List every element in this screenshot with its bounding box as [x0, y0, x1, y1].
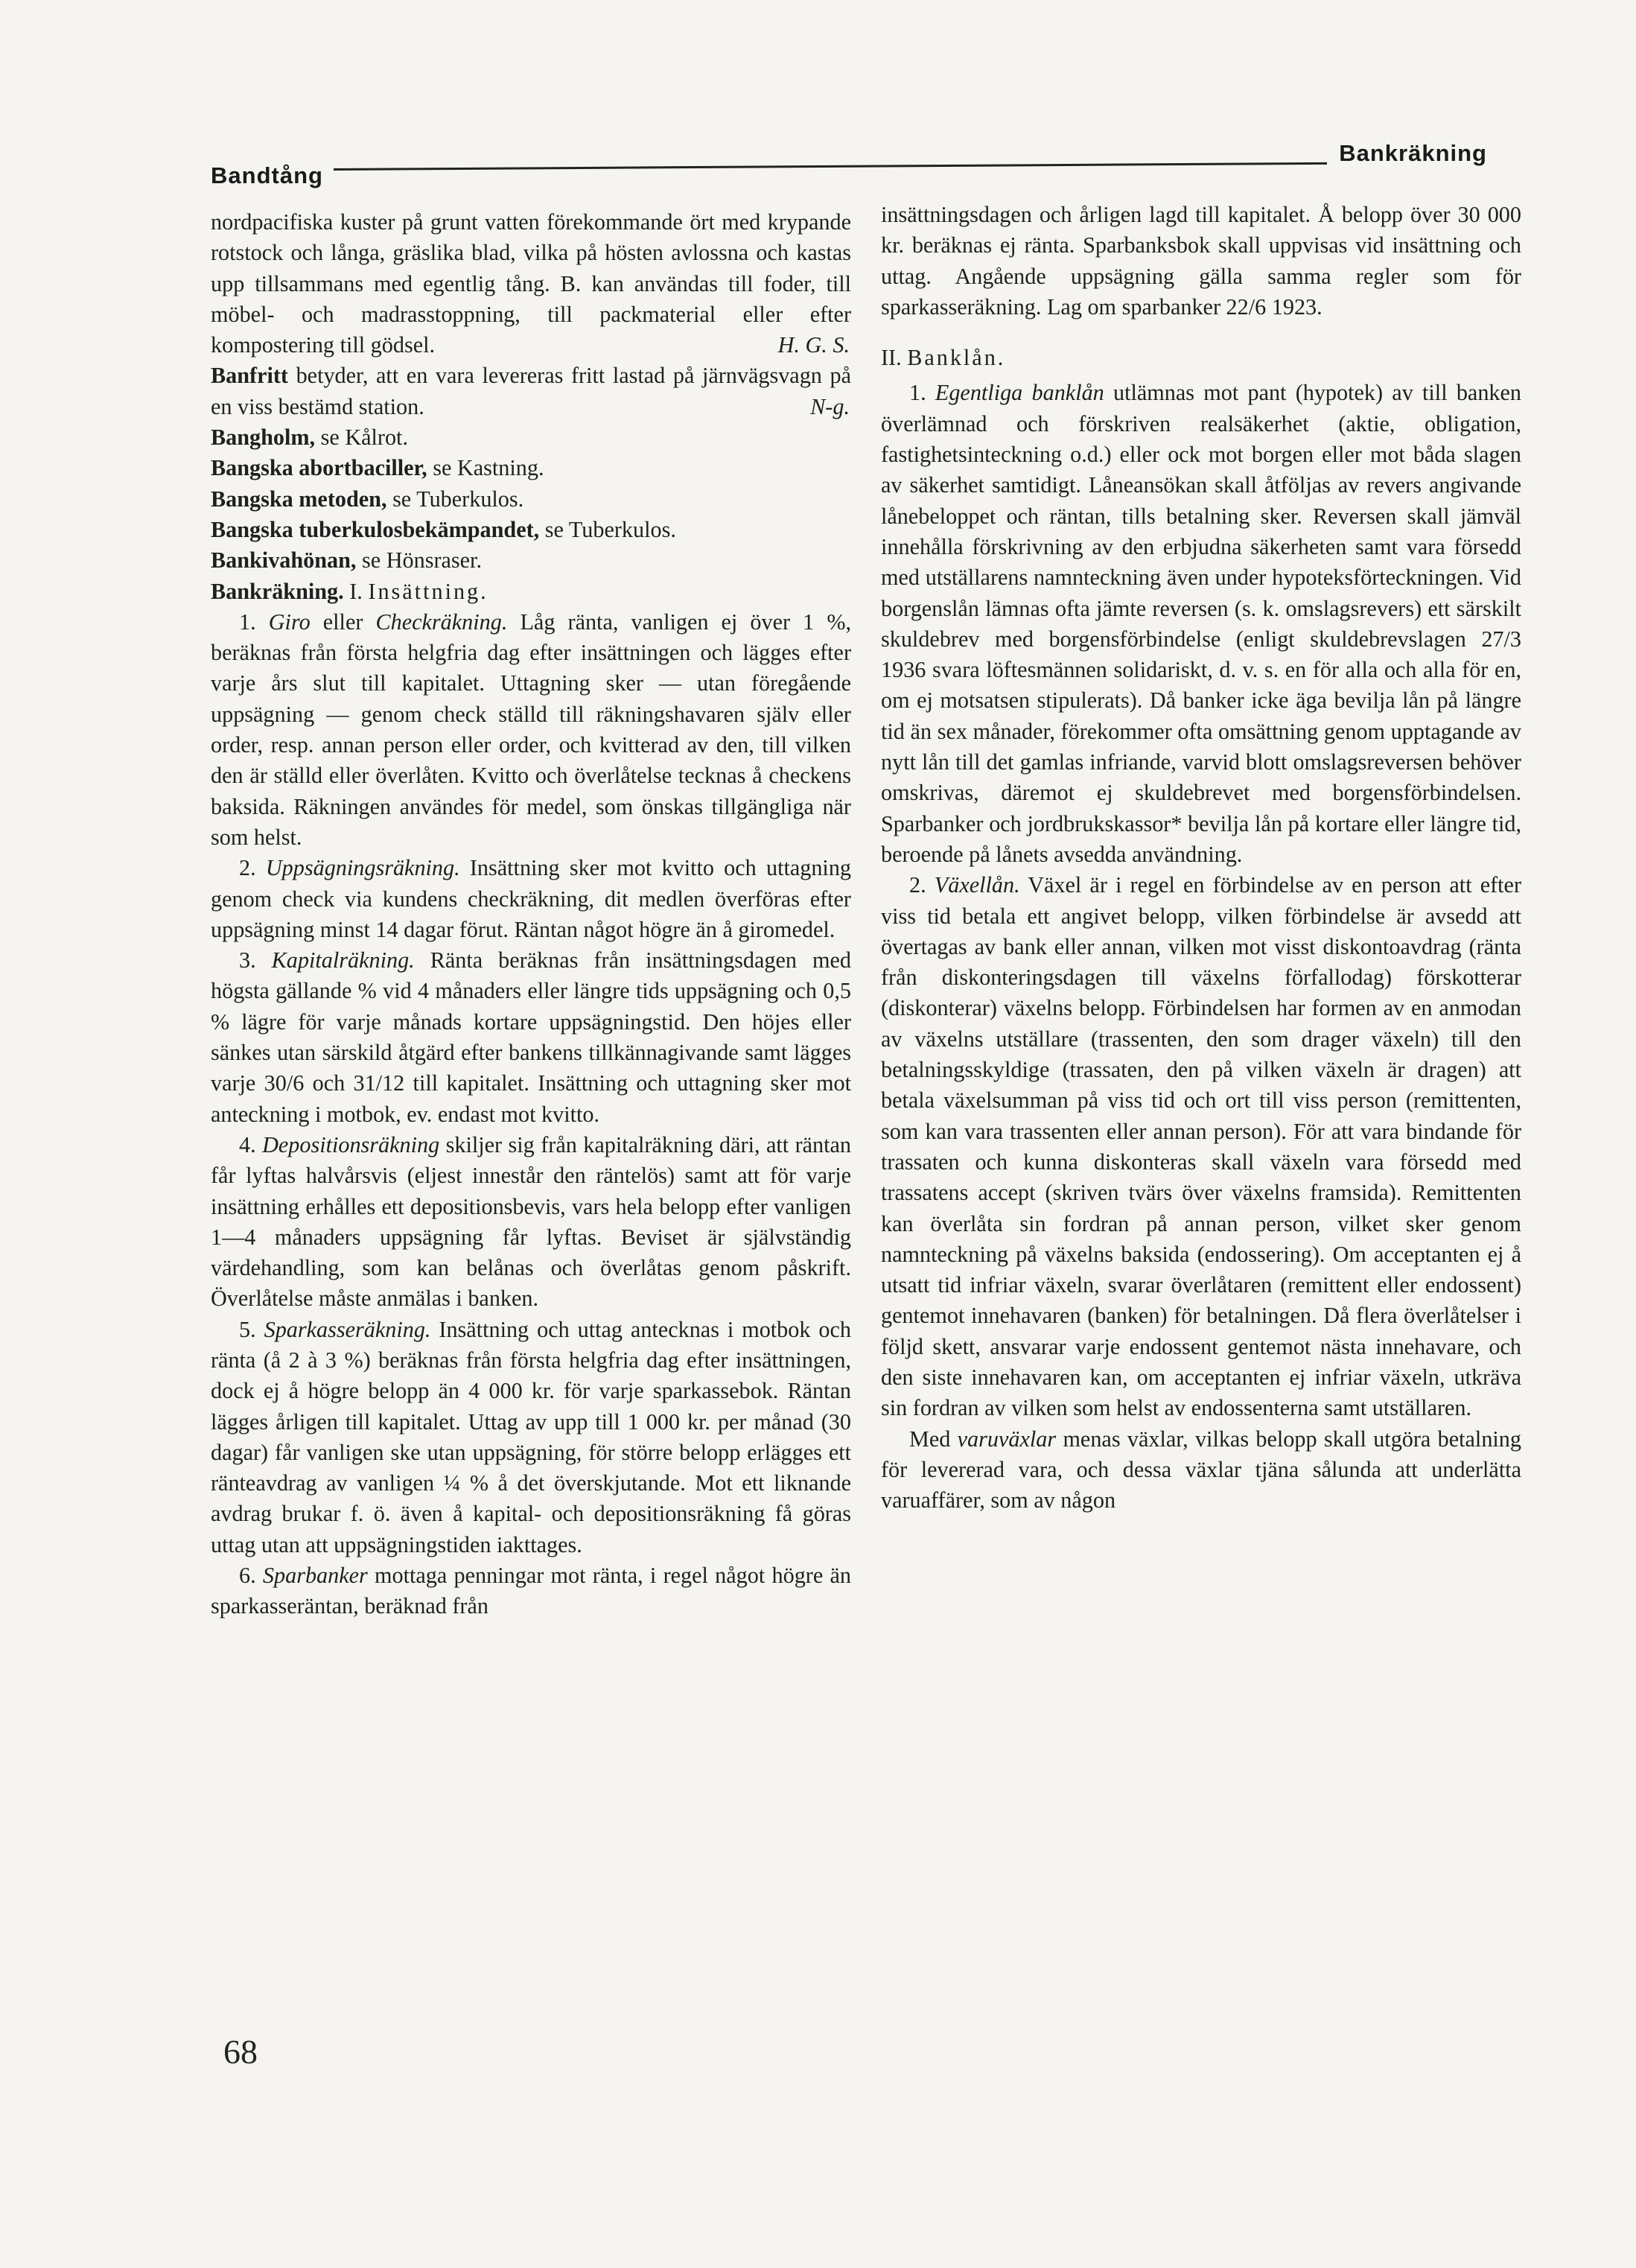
section-numeral: II.	[881, 345, 908, 371]
section-heading	[881, 343, 1521, 373]
entry-text: I.	[343, 578, 369, 604]
paragraph-text: utlämnas mot pant (hypotek) av till banken överlämnad och förskriven realsäkerhet (aktie, obligation, fastighetsinteckning o.d.) eller ock mot borgen eller mot båda slagen av säkerhet samtidigt. Låneansökan skall åtföljas av revers angivande lånebeloppet och räntan, tills betalning sker. Reversen skall jämväl innehålla förskrivning av den erbjudna säkerheten samt vara försedd med utställarens namnteckning även under hypoteksförteckningen. Vid borgenslån lämnas ofta jämte reversen (s. k. omslagsrevers) ett särskilt skuldebrev med borgensförbindelse (enligt skuldebrevslagen 27/3 1936 svara löftesmännen solidariskt, d. v. s. en för alla och alla för en, om ej motsatsen stipulerats). Då banker icke äga bevilja lån på längre tid än sex månader, förekommer ofta omsättning genom upptagande av nytt lån till det gamlas infriande, varvid blott omslagsreversen behöver omskrivas, däremot ej skuldebrevet med borgensförbindelsen. Sparbanker och jordbrukskassor* bevilja lån på kortare eller längre tid, beroende på lånets avsedda användning.	[881, 380, 1522, 867]
entry-term: Bangholm,	[211, 425, 316, 451]
left-numbered-paragraph	[211, 1315, 851, 1560]
header-rule	[334, 162, 1327, 171]
entry-2	[211, 422, 851, 453]
section-title: Banklån.	[907, 345, 1006, 371]
entry-1	[211, 360, 851, 422]
right-numbered-paragraph	[881, 378, 1521, 870]
paragraph-lead: Med	[909, 1426, 958, 1452]
entry-text: se Hönsraser.	[356, 547, 482, 574]
left-numbered-paragraph	[211, 945, 851, 1130]
author-signature: H. G. S.	[777, 332, 850, 358]
left-numbered-paragraph	[211, 1130, 851, 1315]
entry-6	[211, 545, 851, 576]
paragraph-heading: Egentliga banklån	[935, 380, 1104, 406]
entry-term: Bankräkning.	[211, 578, 344, 604]
right-column	[881, 200, 1521, 1516]
paragraph-text: menas växlar, vilkas belopp skall utgöra betalning för levererad vara, och dessa växlar tjäna sålunda att underlätta varuaffärer, som av någon	[881, 1426, 1521, 1513]
paragraph-number: 3.	[239, 947, 272, 973]
paragraph-text: nordpacifiska kuster på grunt vatten förekommande ört med krypande rotstock och långa, gräslika blad, vilka på hösten avlossna och kastas upp tillsammans med egentlig tång. B. kan användas till foder, till möbel- och madrasstoppning, till packmaterial eller efter kompostering till gödsel.	[211, 209, 851, 358]
paragraph-number: 1.	[909, 380, 935, 406]
left-continuation-paragraph	[211, 207, 851, 360]
entry-text: se Tuberkulos.	[539, 516, 676, 542]
entry-term: Bankivahönan,	[211, 547, 357, 574]
paragraph-text: mottaga penningar mot ränta, i regel något högre än sparkasseräntan, beräknad från	[211, 1563, 852, 1619]
paragraph-connector: eller	[310, 609, 376, 635]
paragraph-heading: varuväxlar	[957, 1426, 1057, 1452]
right-continuation-paragraph	[881, 200, 1521, 323]
entry-text: betyder, att en vara levereras fritt lastad på järnvägsvagn på en viss bestämd station.	[211, 363, 851, 419]
paragraph-text: Ränta beräknas från insättningsdagen med högsta gällande % vid 4 månaders eller längre tids uppsägning och 0,5 % lägre för varje månads kortare uppsägningstid. Den höjes eller sänkes utan särskild åtgärd efter bankens tillkännagivande samt lägges varje 30/6 och 31/12 till kapitalet. Insättning och uttagning sker mot anteckning i motbok, ev. endast mot kvitto.	[211, 947, 851, 1127]
left-numbered-paragraph	[211, 853, 851, 945]
running-head	[211, 140, 1487, 188]
paragraph-text: insättningsdagen och årligen lagd till kapitalet. Å belopp över 30 000 kr. beräknas ej ränta. Sparbanksbok skall uppvisas vid insättning och uttag. Angående uppsägning gälla samma regler som för sparkasseräkning. Lag om sparbanker 22/6 1923.	[881, 202, 1521, 320]
entry-7	[211, 576, 851, 607]
paragraph-text: Växel är i regel en förbindelse av en person att efter viss tid betala ett angivet belopp, vilken förbindelse är avsedd att övertagas av bank eller annan, vilken mot visst diskontoavdrag (ränta från diskonteringsdagen till växelns förfallodag) förskotterar (diskonterar) växelns belopp. Förbindelsen har formen av en anmodan av växelns utställare (trassenten, den som drager växeln) till den betalningsskyldige (trassaten, den på vilken växeln är dragen) att betala växelsumman på viss tid och ort till viss person (remittenten, som kan vara trassenten eller annan person). För att vara bindande för trassaten och kunna diskonteras skall växeln vara försedd med trassatens accept (skriven tvärs över växelns framsida). Remittenten kan överlåta sin fordran på annan person, vilket sker genom namnteckning på växelns baksida (endossering). Om acceptanten ej å utsatt tid infriar växeln, svarar överlåtaren (remittent eller endossent) gentemot innehavaren (banken) för betalningen. Då flera överlåtelser i följd skett, ansvarar varje endossent gentemot nästa innehavare, och den siste innehavaren kan, om acceptanten ej infriar växeln, utkräva sin fordran av vilken som helst av endossenterna samt utställaren.	[881, 872, 1522, 1421]
entry-4	[211, 484, 851, 515]
paragraph-text: skiljer sig från kapitalräkning däri, att räntan får lyftas halvårsvis (eljest innestår den räntelös) samt att för varje insättning erhålles ett depositionsbevis, vars hela belopp efter vanligen 1—4 månaders uppsägning får lyftas. Beviset är självständig värdehandling, som kan belånas och överlåtas genom påskrift. Överlåtelse måste anmälas i banken.	[211, 1131, 851, 1312]
running-head-right: Bankräkning	[1339, 140, 1487, 166]
paragraph-heading: Sparbanker	[262, 1563, 368, 1589]
entry-3	[211, 453, 851, 483]
paragraph-number: 4.	[239, 1131, 263, 1157]
paragraph-heading: Växellån.	[934, 872, 1020, 898]
author-signature: N-g.	[810, 393, 850, 419]
paragraph-number: 2.	[909, 872, 935, 898]
paragraph-number: 5.	[239, 1316, 264, 1342]
left-numbered-paragraph	[211, 607, 851, 853]
paragraph-number: 1.	[239, 609, 269, 635]
paragraph-text: Insättning sker mot kvitto och uttagning genom check via kundens checkräkning, dit medlen överföras efter uppsägning minst 14 dagar förut. Räntan något högre än å giromedel.	[211, 855, 852, 942]
entry-term: Bangska abortbaciller,	[211, 455, 427, 481]
page-number: 68	[223, 2033, 258, 2071]
entry-text: se Tuberkulos.	[386, 486, 524, 512]
paragraph-number: 6.	[239, 1563, 263, 1589]
paragraph-number: 2.	[239, 855, 266, 881]
left-numbered-paragraph	[211, 1560, 851, 1622]
entry-5	[211, 515, 851, 545]
paragraph-heading: Giro	[268, 609, 311, 635]
right-numbered-paragraph	[881, 1424, 1521, 1516]
paragraph-text: Låg ränta, vanligen ej över 1 %, beräknas från första helgfria dag efter insättningen och lägges efter varje års slut till kapitalet. Uttagning sker — utan föregående uppsägning — genom check ställd till räkningshavaren själv eller order, resp. annan person eller order, och kvitterad av den, till vilken den är ställd eller överlåten. Kvitto och överlåtelse tecknas å checkens baksida. Räkningen användes för medel, som önskas tillgängliga när som helst.	[211, 609, 852, 850]
entry-term: Banfritt	[211, 363, 288, 389]
paragraph-heading: Kapitalräkning.	[271, 947, 415, 973]
paragraph-text: Insättning och uttag antecknas i motbok och ränta (å 2 à 3 %) beräknas från första helgfria dag efter insättningen, dock ej å högre belopp än 4 000 kr. för varje sparkassebok. Räntan lägges årligen till kapitalet. Uttag av upp till 1 000 kr. per månad (30 dagar) får vanligen ske utan uppsägning, för större belopp erlägges ett ränteavdrag av vanligen ¼ % å det överskjutande. Mot ett liknande avdrag brukar f. ö. även å kapital- och depositionsräkning få göras uttag utan att uppsägningstiden iakttages.	[211, 1316, 851, 1557]
right-numbered-paragraph	[881, 870, 1521, 1423]
paragraph-heading: Depositionsräkning	[262, 1131, 440, 1157]
entry-term: Bangska tuberkulosbekämpandet,	[211, 516, 540, 542]
entry-text: se Kastning.	[427, 455, 544, 481]
running-head-left: Bandtång	[211, 162, 323, 188]
paragraph-heading: Uppsägningsräkning.	[265, 855, 460, 881]
spaced-heading: Insättning.	[368, 578, 488, 604]
entry-term: Bangska metoden,	[211, 486, 387, 512]
entry-text: se Kålrot.	[315, 425, 408, 451]
paragraph-heading: Sparkasseräkning.	[264, 1316, 431, 1342]
paragraph-heading-alt: Checkräkning.	[375, 609, 508, 635]
left-column	[211, 207, 851, 1622]
